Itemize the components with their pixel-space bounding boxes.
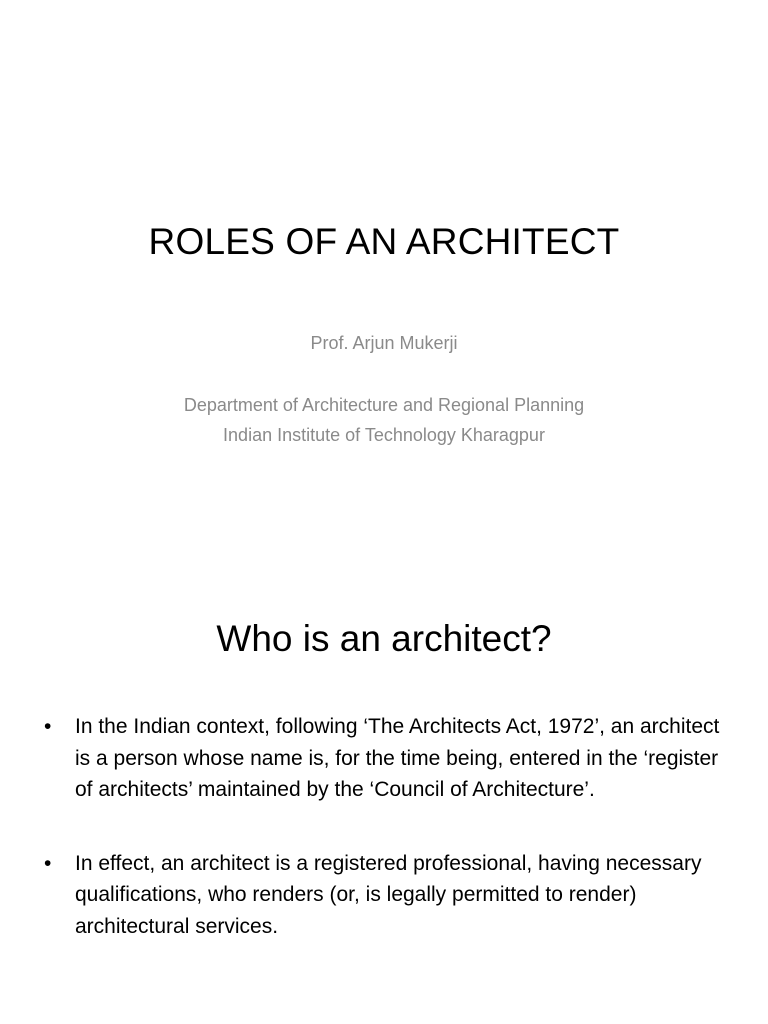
affiliation (0, 390, 768, 450)
author-name: Prof. Arjun Mukerji (310, 333, 458, 353)
bullet-item (44, 848, 734, 943)
bullet-list (44, 711, 734, 984)
presentation-title: ROLES OF AN ARCHITECT (148, 221, 620, 262)
bullet-text: In effect, an architect is a registered professional, having necessary qualifications, who renders (or, is legally permitted to render) architectural services. (75, 851, 702, 938)
bullet-text: In the Indian context, following ‘The Architects Act, 1972’, an architect is a person whose name is, for the time being, entered in the ‘register of architects’ maintained by the ‘Council of Architecture’. (75, 715, 720, 801)
bullet-item (44, 711, 734, 806)
department-name: Department of Architecture and Regional Planning (183, 395, 585, 415)
bullet-icon: • (44, 715, 52, 738)
slide-who-is-architect (0, 512, 768, 1024)
bullet-icon: • (44, 851, 52, 875)
institute-name: Indian Institute of Technology Kharagpur (223, 425, 545, 445)
slide-heading: Who is an architect? (216, 618, 552, 659)
